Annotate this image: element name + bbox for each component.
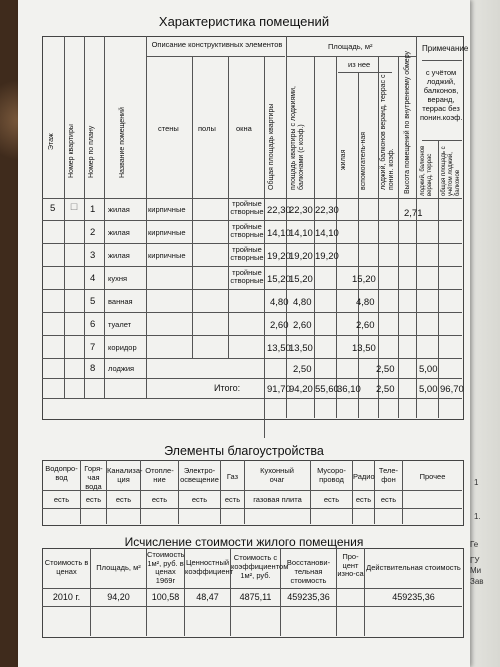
total-note2: 96,70 (440, 384, 464, 395)
cell-total: 4,80 (270, 297, 289, 308)
header-note-col2: общая площадь с учётом лоджий, балконов (441, 146, 461, 196)
cell-windows: тройные створные (230, 199, 264, 216)
amenity-value: есть (380, 495, 397, 504)
cell-plan: 5 (90, 296, 96, 307)
cell-height: 2,71 (404, 208, 423, 219)
cost-header: Стоимость в ценах (44, 558, 89, 576)
cell-with-log: 13,50 (289, 343, 313, 354)
amenity-value: есть (355, 495, 372, 504)
total-aux: 36,10 (337, 384, 361, 395)
cost-header: Действительная стоимость (366, 563, 461, 572)
total-area: 91,70 (267, 384, 291, 395)
cell-living: 14,10 (315, 228, 339, 239)
cell-total: 19,20 (267, 251, 291, 262)
cell-plan: 7 (90, 342, 96, 353)
cost-value: 94,20 (107, 592, 130, 602)
cost-value: 100,58 (151, 592, 180, 602)
cell-plan: 3 (90, 250, 96, 261)
header-loggias: лоджий, балконов веранд, террас с понин. коэф. (380, 74, 395, 190)
cell-total: 2,60 (270, 320, 289, 331)
strip-text: 1. (474, 512, 481, 521)
cost-value: 4875,11 (239, 592, 272, 602)
cell-living: 22,30 (315, 205, 339, 216)
amenity-header: Мусоро-провод (317, 466, 346, 484)
amenity-header: Электро-освещение (180, 466, 219, 484)
cost-header: Про-цент изно-са (337, 552, 364, 578)
strip-text: ГУ (470, 556, 480, 565)
cell-total: 14,10 (267, 228, 291, 239)
cell-name: жилая (108, 228, 130, 237)
header-room-name: Название помещений (119, 107, 126, 178)
cost-value: 48,47 (196, 592, 219, 602)
header-height: Высота помещений по внутреннему обмеру (404, 50, 411, 194)
amenity-header: Кухонный очаг (260, 466, 294, 484)
amenity-header: Газ (226, 472, 239, 481)
cost-header: Восстанови-тельная стоимость (286, 558, 331, 585)
cell-loggias: 2,50 (376, 364, 395, 375)
amenity-value: есть (323, 495, 340, 504)
amenity-value: газовая плита (253, 495, 302, 504)
cost-header: Ценностный коэффициент (185, 558, 234, 576)
total-loggias: 2,50 (376, 384, 395, 395)
cell-walls: кирпичные (148, 228, 186, 237)
cell-with-log: 15,20 (289, 274, 313, 285)
header-of-it: из нее (348, 60, 371, 69)
totals-label: Итого: (214, 383, 241, 393)
total-note1: 5,00 (419, 384, 438, 395)
cell-plan: 6 (90, 319, 96, 330)
header-walls: стены (158, 124, 179, 133)
cell-windows: тройные створные (230, 222, 264, 239)
cell-name: жилая (108, 205, 130, 214)
cost-header: Площадь, м² (96, 563, 141, 572)
cell-aux: 2,60 (356, 320, 375, 331)
amenity-value: есть (224, 495, 241, 504)
cell-with-log: 2,60 (293, 320, 312, 331)
header-floors: полы (198, 124, 216, 133)
amenity-header: Горя-чая вода (84, 464, 103, 491)
strip-text: Зав (470, 577, 484, 586)
amenity-header: Канализа-ция (107, 466, 143, 484)
cell-total: 13,50 (267, 343, 291, 354)
cell-with-log: 4,80 (293, 297, 312, 308)
header-plan-no: Номер по плану (88, 125, 95, 178)
cell-total: 15,20 (267, 274, 291, 285)
cell-windows: тройные створные (230, 245, 264, 262)
cell-with-log: 19,20 (289, 251, 313, 262)
amenity-value: есть (85, 495, 102, 504)
cell-name: туалет (108, 320, 132, 329)
header-auxiliary: вспомогатель-ная (360, 131, 367, 190)
amenity-header: Теле-фон (378, 466, 399, 484)
header-constructive: Описание конструктивных элементов (151, 40, 283, 49)
cell-walls: кирпичные (148, 251, 186, 260)
cell-name: ванная (108, 297, 133, 306)
cell-with-log: 2,50 (293, 364, 312, 375)
amenity-value: есть (151, 495, 168, 504)
amenity-header: Прочее (419, 472, 446, 481)
strip-text: Ге (470, 540, 479, 549)
cell-name: лоджия (108, 364, 135, 373)
cell-living: 19,20 (315, 251, 339, 262)
amenity-value: есть (191, 495, 208, 504)
cell-name: жилая (108, 251, 130, 260)
header-note-detail: с учётом лоджий, балконов, веранд, террас без понин.коэф. (420, 68, 463, 122)
cell-aux: 13,50 (352, 343, 376, 354)
cost-header: Стоимость 1м², руб. в ценах 1969г (147, 550, 185, 585)
cell-plan: 1 (90, 204, 96, 215)
cost-value: 2010 г. (52, 592, 81, 602)
header-note: Примечание (422, 44, 469, 53)
cell-with-log: 22,30 (289, 205, 313, 216)
cell-floor: 5 (50, 203, 56, 214)
header-floor: Этаж (48, 133, 55, 150)
checkbox-icon: ☐ (70, 202, 79, 212)
cell-walls: кирпичные (148, 205, 186, 214)
amenity-header: Водопро-вод (45, 464, 78, 482)
cost-value: 459235,36 (392, 592, 435, 602)
cell-note1: 5,00 (419, 364, 438, 375)
cell-total: 22,30 (267, 205, 291, 216)
strip-text: 1 (474, 478, 479, 487)
cost-header: Стоимость с коэффициентом 1м², руб. (231, 553, 289, 580)
section3-title: Исчисление стоимости жилого помещения (124, 535, 364, 549)
cell-aux: 15,20 (352, 274, 376, 285)
header-note-col1: лоджий, балконов веранд, террас (420, 145, 433, 196)
cost-value: 459235,36 (287, 592, 330, 602)
header-living: жилая (340, 149, 347, 170)
total-living: 55,60 (315, 384, 339, 395)
cell-plan: 2 (90, 227, 96, 238)
strip-text: Ми (470, 566, 482, 575)
amenity-header: Отопле-ние (145, 466, 174, 484)
total-with-log: 94,20 (289, 384, 313, 395)
cell-aux: 4,80 (356, 297, 375, 308)
amenity-header: Радио (353, 472, 375, 481)
section1-title: Характеристика помещений (158, 14, 330, 29)
header-windows: окна (236, 124, 252, 133)
cell-plan: 4 (90, 273, 96, 284)
cell-name: кухня (108, 274, 128, 283)
cell-name: коридор (108, 343, 137, 352)
cell-windows: тройные створные (230, 268, 264, 285)
cell-plan: 8 (90, 363, 96, 374)
cell-with-log: 14,10 (289, 228, 313, 239)
amenity-value: есть (115, 495, 132, 504)
document-page (18, 0, 470, 667)
amenity-value: есть (53, 495, 70, 504)
header-total-area: Общая площадь квартиры (268, 103, 275, 190)
header-area: Площадь, м² (328, 42, 373, 51)
section2-title: Элементы благоустройства (164, 444, 324, 458)
header-with-loggias: площадь квартиры с лоджиями, балконами (с коэф.) (290, 86, 305, 190)
header-apt-no: Номер квартиры (68, 124, 75, 178)
